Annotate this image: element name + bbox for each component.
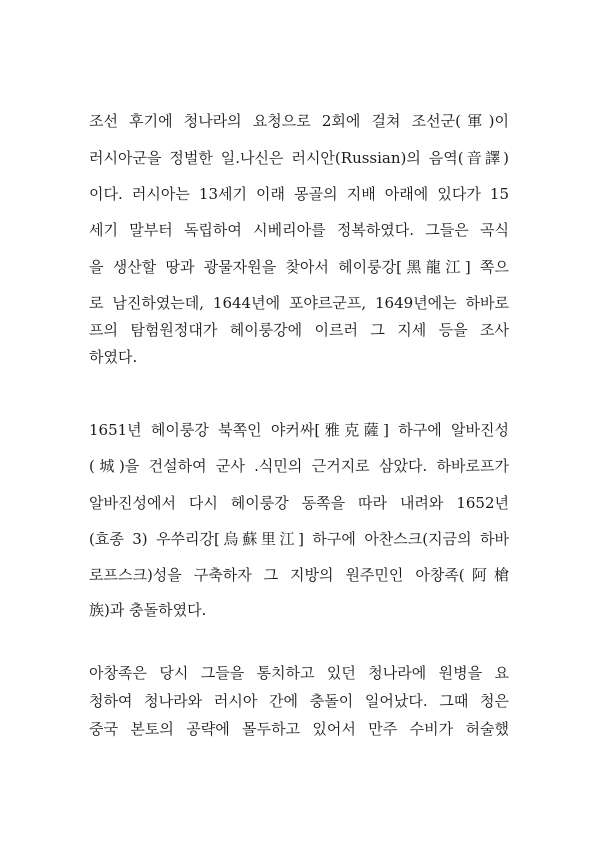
text-line: 중국 본토의 공략에 몰두하고 있어서 만주 수비가 허술했 [89, 720, 509, 738]
text-line: (城)을 건설하여 군사 .식민의 근거지로 삼았다. 하바로프가 [89, 457, 509, 475]
text-line: 프의 탐험원정대가 헤이룽강에 이르러 그 지세 등을 조사 [89, 321, 509, 339]
text-line: 을 생산할 땅과 광물자원을 찾아서 헤이룽강[黑龍江] 쪽으 [89, 258, 509, 276]
text-line: 러시아군을 정벌한 일.나신은 러시안(Russian)의 음역(音譯) [89, 149, 509, 167]
text-line: 세기 말부터 독립하여 시베리아를 정복하였다. 그들은 곡식 [89, 221, 509, 239]
text-line: (효종 3) 우쑤리강[烏蘇里江] 하구에 아찬스크(지금의 하바 [89, 530, 509, 548]
text-line: 아창족은 당시 그들을 통치하고 있던 청나라에 원병을 요 [89, 664, 509, 682]
text-line: 族)과 충돌하였다. [89, 601, 207, 619]
text-line: 하였다. [89, 348, 138, 366]
text-line: 알바진성에서 다시 헤이룽강 동쪽을 따라 내려와 1652년 [89, 494, 509, 512]
text-line: 로프스크)성을 구축하자 그 지방의 원주민인 아창족(阿槍 [89, 566, 509, 584]
text-line: 1651년 헤이룽강 북쪽인 야커싸[雅克薩] 하구에 알바진성 [89, 421, 509, 439]
text-line: 이다. 러시아는 13세기 이래 몽골의 지배 아래에 있다가 15 [89, 185, 509, 203]
text-line: 로 남진하였는데, 1644년에 포야르군프, 1649년에는 하바로 [89, 294, 509, 312]
text-line: 청하여 청나라와 러시아 간에 충돌이 일어났다. 그때 청은 [89, 692, 509, 710]
text-line: 조선 후기에 청나라의 요청으로 2회에 걸쳐 조선군(軍)이 [89, 112, 509, 130]
